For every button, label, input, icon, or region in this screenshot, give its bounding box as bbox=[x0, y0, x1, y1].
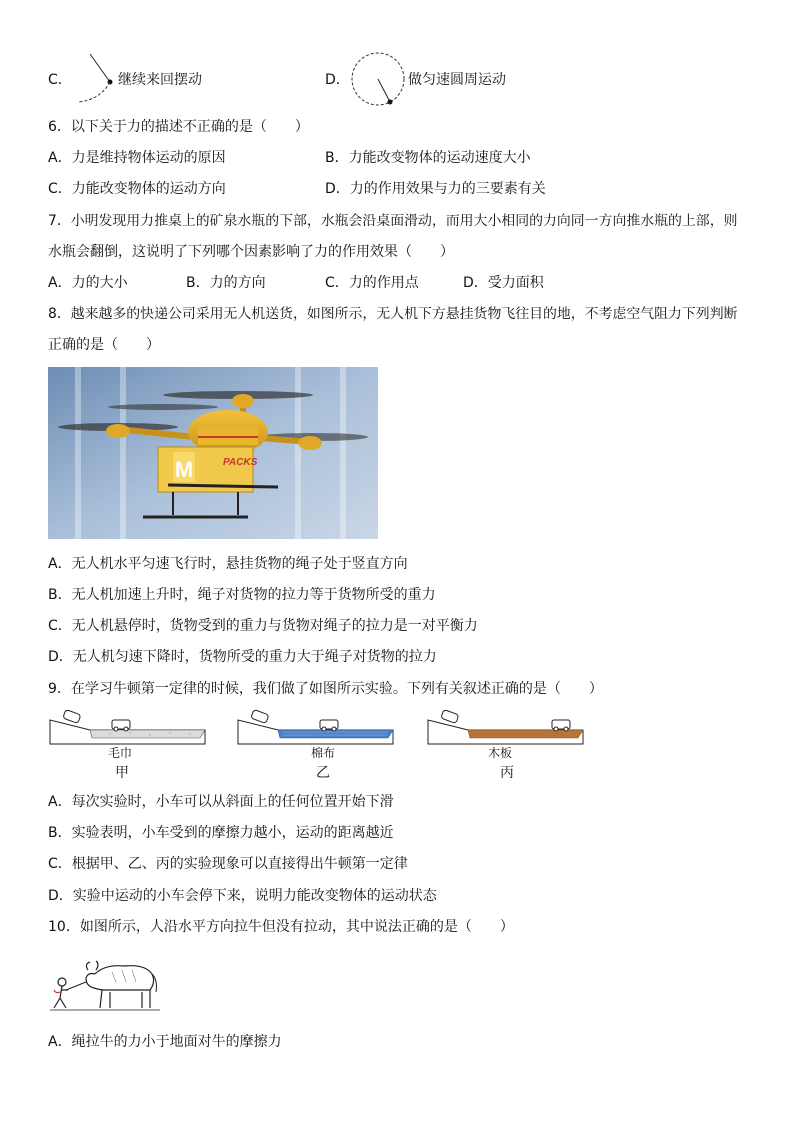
q10-option-a: A．绳拉牛的力小于地面对牛的摩擦力 bbox=[48, 1034, 282, 1050]
ramp-towel-label: 甲 bbox=[115, 765, 129, 781]
q8-stem-line1: 8．越来越多的快递公司采用无人机送货，如图所示，无人机下方悬挂货物飞往目的地，不考虑空气阻力下列判断 bbox=[48, 306, 738, 322]
q8-option-c: C．无人机悬停时，货物受到的重力与货物对绳子的拉力是一对平衡力 bbox=[48, 618, 478, 634]
pendulum-figure bbox=[70, 52, 120, 104]
q9-stem: 9．在学习牛顿第一定律的时候，我们做了如图所示实验。下列有关叙述正确的是（ ） bbox=[48, 681, 603, 697]
q5-option-d-label: D． bbox=[325, 72, 350, 88]
ramp-figure-towel bbox=[50, 708, 210, 746]
q6-option-c: C．力能改变物体的运动方向 bbox=[48, 181, 226, 197]
q6-option-d: D．力的作用效果与力的三要素有关 bbox=[325, 181, 546, 197]
q7-stem-line2: 水瓶会翻倒，这说明了下列哪个因素影响了力的作用效果（ ） bbox=[48, 244, 454, 260]
man-pulling-ox-figure bbox=[50, 952, 160, 1014]
q7-option-a: A．力的大小 bbox=[48, 275, 128, 291]
q5-option-c-label: C． bbox=[48, 72, 72, 88]
ramp-cotton-label: 乙 bbox=[316, 765, 330, 781]
drone-box-letter: M bbox=[174, 457, 194, 482]
ramp-cotton-surface-label: 棉布 bbox=[310, 746, 335, 760]
q9-option-c: C．根据甲、乙、丙的实验现象可以直接得出牛顿第一定律 bbox=[48, 856, 408, 872]
q9-option-a: A．每次实验时，小车可以从斜面上的任何位置开始下滑 bbox=[48, 794, 394, 810]
ramp-figure-wood bbox=[428, 708, 588, 746]
q9-option-b: B．实验表明，小车受到的摩擦力越小，运动的距离越近 bbox=[48, 825, 394, 841]
q7-option-d: D．受力面积 bbox=[463, 275, 544, 291]
q7-option-b: B．力的方向 bbox=[186, 275, 266, 291]
drone-photo bbox=[48, 367, 378, 539]
q5-option-c-text: 继续来回摆动 bbox=[118, 72, 202, 88]
q8-option-b: B．无人机加速上升时，绳子对货物的拉力等于货物所受的重力 bbox=[48, 587, 436, 603]
drone-box-text: PACKS bbox=[223, 457, 258, 468]
q6-option-b: B．力能改变物体的运动速度大小 bbox=[325, 150, 531, 166]
q6-option-a: A．力是维持物体运动的原因 bbox=[48, 150, 226, 166]
q10-stem: 10．如图所示，人沿水平方向拉牛但没有拉动，其中说法正确的是（ ） bbox=[48, 919, 514, 935]
q9-option-d: D．实验中运动的小车会停下来，说明力能改变物体的运动状态 bbox=[48, 888, 437, 904]
ramp-wood-label: 丙 bbox=[500, 765, 514, 781]
q6-stem: 6．以下关于力的描述不正确的是（ ） bbox=[48, 119, 309, 135]
q8-option-d: D．无人机匀速下降时，货物所受的重力大于绳子对货物的拉力 bbox=[48, 649, 437, 665]
q5-option-d-text: 做匀速圆周运动 bbox=[408, 72, 506, 88]
q8-option-a: A．无人机水平匀速飞行时，悬挂货物的绳子处于竖直方向 bbox=[48, 556, 408, 572]
ramp-towel-surface-label: 毛巾 bbox=[107, 746, 132, 760]
ramp-wood-surface-label: 木板 bbox=[487, 746, 512, 760]
q7-option-c: C．力的作用点 bbox=[325, 275, 419, 291]
ramp-figure-cotton bbox=[238, 708, 398, 746]
circular-motion-figure bbox=[348, 52, 408, 108]
q8-stem-line2: 正确的是（ ） bbox=[48, 337, 160, 353]
q7-stem-line1: 7．小明发现用力推桌上的矿泉水瓶的下部，水瓶会沿桌面滑动，而用大小相同的力向同一方向推水瓶的上部，则 bbox=[48, 213, 738, 229]
